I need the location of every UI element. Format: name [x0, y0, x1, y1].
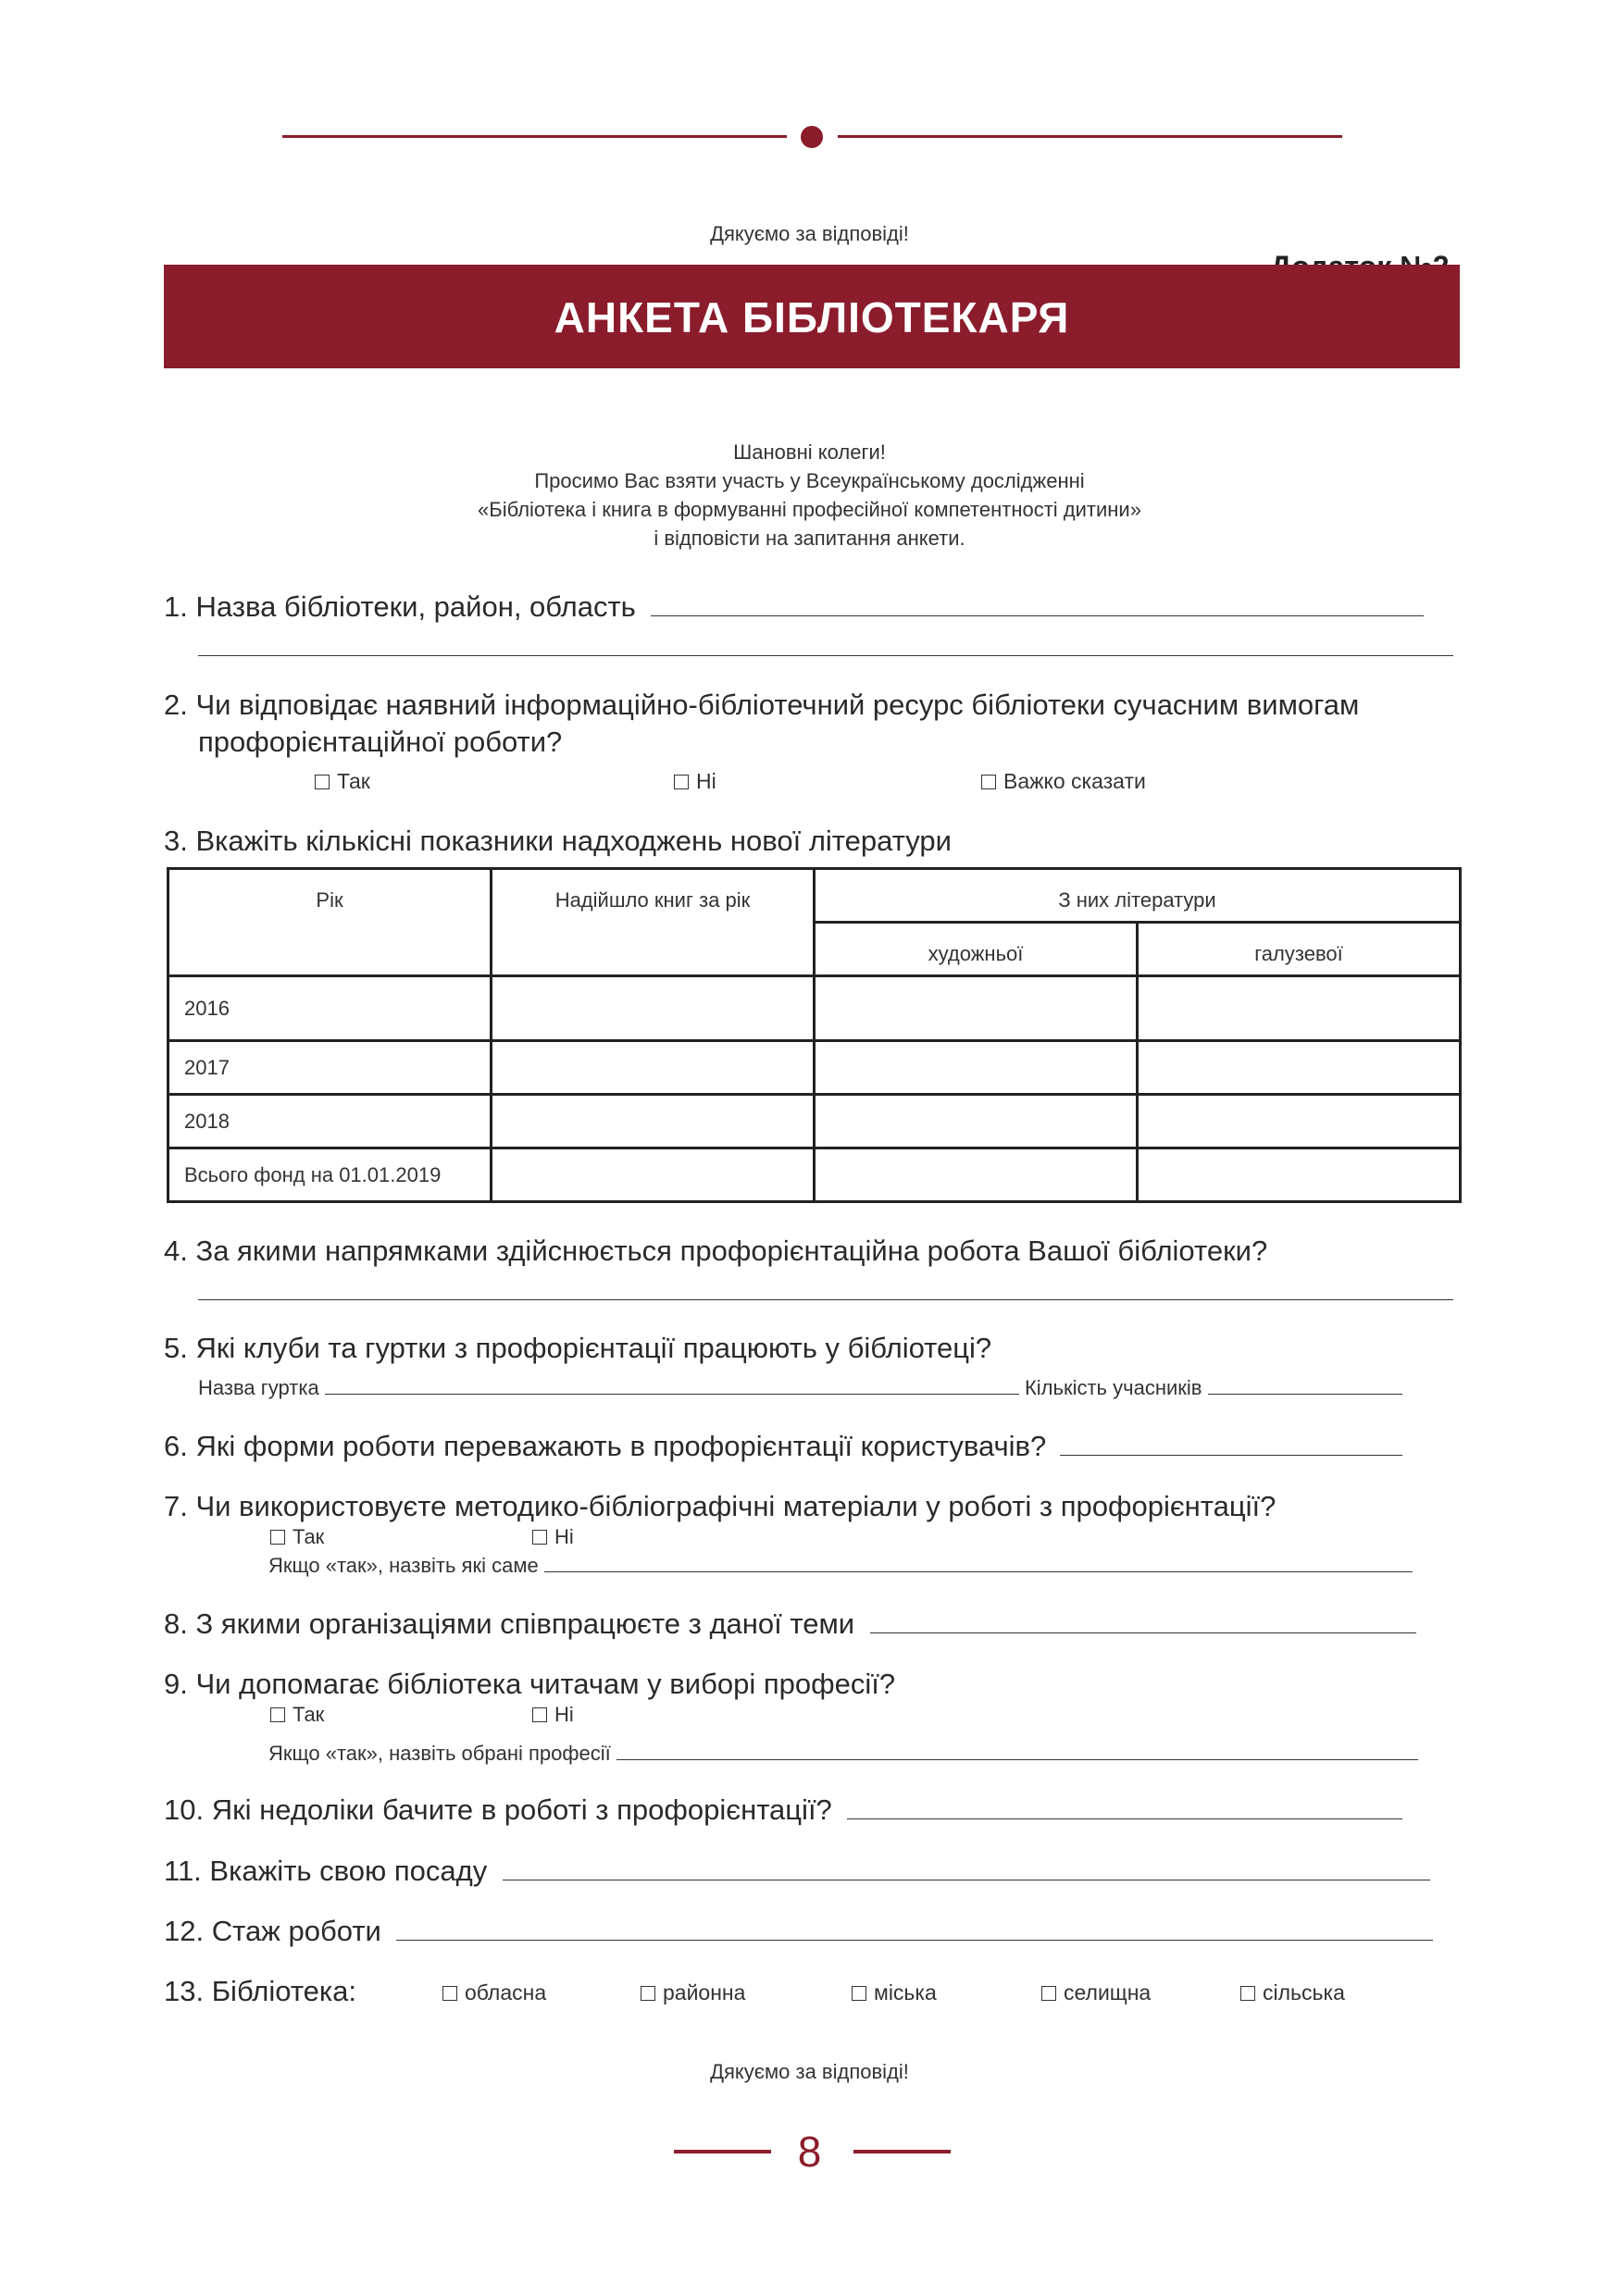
table-cell[interactable] [815, 1148, 1138, 1202]
table-cell[interactable] [815, 976, 1138, 1041]
thanks-top: Дякуємо за відповіді! [710, 222, 909, 245]
answer-6-field[interactable] [1060, 1431, 1402, 1456]
footer-ornament-line-right [853, 2150, 951, 2153]
checkbox-icon [1041, 1986, 1056, 2001]
answer-11-field[interactable] [503, 1855, 1430, 1880]
question-10 [164, 1793, 1402, 1827]
q7-ifyes-field[interactable] [544, 1553, 1413, 1572]
checkbox-icon [270, 1707, 285, 1722]
table-header-year: Рік [168, 869, 492, 976]
top-ornament-line-left [282, 135, 787, 138]
intro-line: «Бібліотека і книга в формуванні професійної компетентності дитини» [478, 498, 1141, 521]
option-label: Так [337, 769, 370, 793]
checkbox-icon [981, 775, 996, 789]
table-cell[interactable] [492, 1041, 815, 1095]
question-12-text: 12. Стаж роботи [164, 1915, 381, 1947]
table-cell[interactable] [492, 976, 815, 1041]
q9-ifyes-row [268, 1741, 1418, 1766]
question-4: 4. За якими напрямками здійснюється профорієнтаційна робота Вашої бібліотеки? [164, 1235, 1268, 1267]
club-name-row [198, 1375, 1402, 1400]
answer-12-field[interactable] [396, 1916, 1433, 1941]
option-hard-to-say[interactable] [981, 769, 1146, 794]
table-row-year: 2017 [168, 1041, 492, 1095]
question-8-text: 8. З якими організаціями співпрацюєте з даної теми [164, 1607, 855, 1640]
intro-line: і відповісти на запитання анкети. [654, 527, 965, 550]
checkbox-icon [315, 775, 330, 789]
page-title: АНКЕТА БІБЛІОТЕКАРЯ [554, 293, 1070, 341]
table-header-of-them: З них літератури [815, 869, 1461, 923]
question-5: 5. Які клуби та гуртки з профорієнтації працюють у бібліотеці? [164, 1332, 992, 1364]
table-cell[interactable] [1138, 1041, 1461, 1095]
answer-1-field-line2[interactable] [198, 655, 1453, 656]
option-label: Важко сказати [1003, 769, 1146, 793]
checkbox-icon [674, 775, 689, 789]
question-1-text: 1. Назва бібліотеки, район, область [164, 590, 636, 623]
question-12 [164, 1915, 1433, 1948]
option-oblast[interactable] [442, 1980, 546, 2005]
checkbox-icon [852, 1986, 866, 2001]
table-row-total: Всього фонд на 01.01.2019 [168, 1148, 492, 1202]
thanks-bottom: Дякуємо за відповіді! [710, 2060, 909, 2083]
intro-line: Шановні колеги! [733, 441, 886, 464]
answer-4-field[interactable] [198, 1299, 1453, 1300]
question-8 [164, 1607, 1416, 1641]
option-label: обласна [465, 1980, 547, 2004]
answer-10-field[interactable] [847, 1794, 1402, 1819]
literature-table [167, 867, 1462, 1203]
option-no[interactable] [674, 769, 716, 794]
question-11-text: 11. Вкажіть свою посаду [164, 1855, 488, 1887]
option-label: сільська [1263, 1980, 1345, 2004]
option-label: районна [663, 1980, 746, 2004]
question-7: 7. Чи використовуєте методико-бібліографічні матеріали у роботі з профорієнтації? [164, 1490, 1277, 1522]
q9-option-no[interactable] [532, 1703, 574, 1727]
answer-8-field[interactable] [870, 1608, 1416, 1633]
option-label: Ні [554, 1703, 574, 1726]
option-label: селищна [1064, 1980, 1152, 2004]
option-label: Ні [696, 769, 716, 793]
intro-line: Просимо Вас взяти участь у Всеукраїнському дослідженні [534, 469, 1085, 492]
table-header-received: Надійшло книг за рік [492, 869, 815, 976]
question-10-text: 10. Які недоліки бачите в роботі з профорієнтації? [164, 1793, 832, 1826]
answer-1-field[interactable] [651, 591, 1424, 616]
club-name-field[interactable] [325, 1375, 1019, 1395]
q7-ifyes-label: Якщо «так», назвіть які саме [268, 1554, 539, 1577]
q9-option-yes[interactable] [270, 1703, 324, 1727]
checkbox-icon [1240, 1986, 1255, 2001]
table-cell[interactable] [492, 1148, 815, 1202]
checkbox-icon [641, 1986, 655, 2001]
members-field[interactable] [1208, 1375, 1402, 1395]
question-11 [164, 1855, 1430, 1888]
table-header-fiction: художньої [815, 923, 1138, 976]
table-cell[interactable] [1138, 1148, 1461, 1202]
question-6 [164, 1430, 1402, 1463]
members-label: Кількість учасників [1024, 1376, 1202, 1399]
q7-option-yes[interactable] [270, 1525, 324, 1549]
table-cell[interactable] [815, 1095, 1138, 1148]
option-rayon[interactable] [641, 1980, 745, 2005]
table-cell[interactable] [1138, 976, 1461, 1041]
option-city[interactable] [852, 1980, 937, 2005]
top-ornament-dot [801, 126, 823, 148]
option-village[interactable] [1240, 1980, 1345, 2005]
q9-ifyes-field[interactable] [616, 1741, 1418, 1760]
question-2-line1: 2. Чи відповідає наявний інформаційно-бібліотечний ресурс бібліотеки сучасним вимогам [164, 689, 1360, 721]
option-label: Так [293, 1703, 325, 1726]
table-row-year: 2018 [168, 1095, 492, 1148]
intro-text [0, 438, 1619, 552]
option-label: Ні [554, 1525, 574, 1548]
appendix-label [1270, 250, 1450, 265]
page-number: 8 [797, 2128, 822, 2176]
option-settlement[interactable] [1041, 1980, 1151, 2005]
checkbox-icon [532, 1530, 547, 1545]
q9-ifyes-label: Якщо «так», назвіть обрані професії [268, 1742, 611, 1765]
option-label: міська [874, 1980, 937, 2004]
question-2-line2: профорієнтаційної роботи? [198, 726, 563, 758]
table-cell[interactable] [1138, 1095, 1461, 1148]
option-label: Так [293, 1525, 325, 1548]
top-ornament-line-right [838, 135, 1342, 138]
table-cell[interactable] [492, 1095, 815, 1148]
checkbox-icon [270, 1530, 285, 1545]
q7-option-no[interactable] [532, 1525, 574, 1549]
q7-ifyes-row [268, 1553, 1413, 1578]
table-header-branch: галузевої [1138, 923, 1461, 976]
question-9: 9. Чи допомагає бібліотека читачам у виборі професії? [164, 1668, 896, 1700]
option-yes[interactable] [315, 769, 370, 794]
title-banner [164, 265, 1460, 368]
table-row-year: 2016 [168, 976, 492, 1041]
question-6-text: 6. Які форми роботи переважають в профорієнтації користувачів? [164, 1430, 1047, 1462]
question-1 [164, 590, 1424, 624]
club-name-label: Назва гуртка [198, 1376, 319, 1399]
question-3: 3. Вкажіть кількісні показники надходжень нової літератури [164, 825, 952, 857]
question-13: 13. Бібліотека: [164, 1975, 357, 2007]
table-cell[interactable] [815, 1041, 1138, 1095]
checkbox-icon [532, 1707, 547, 1722]
checkbox-icon [442, 1986, 457, 2001]
